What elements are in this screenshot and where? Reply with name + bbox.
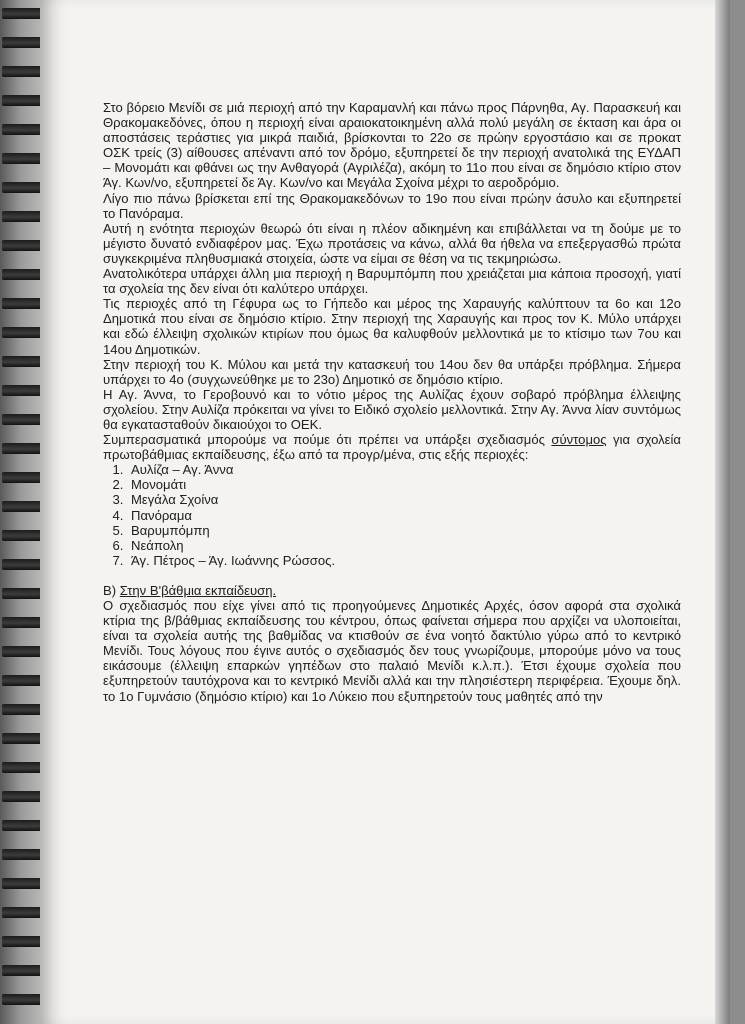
list-item: 1. Αυλίζα – Αγ. Άννα [127, 462, 681, 477]
paragraph-gefyra-charavgi: Τις περιοχές από τη Γέφυρα ως το Γήπεδο και μέρος της Χαραυγής καλύπτουν τα 6ο και 12ο Δημοτικά που είναι σε δημόσιο κτίριο. Στην περιοχή της Χαραυγής και προς τον Κ. Μύλο υπάρχει και εδώ έλλειψη σχολικών κτιρίων που όμως θα καλυφθούν μελλοντικά με το κτίσιμο των 7ου και 14ου Δημοτικών. [103, 296, 681, 357]
paragraph-underserved-area: Αυτή η ενότητα περιοχών θεωρώ ότι είναι η πλέον αδικημένη και επιβάλλεται να τη δούμε με το μέγιστο δυνατό ενδιαφέρον μας. Έχω προτάσεις να κάνω, αλλά θα ήθελα να επεξεργασθώ πρώτα συγκεκριμένα πληθυσμιακά στοιχεία, ώστε να είμαι σε θέση να τις τεκμηριώσω. [103, 220, 681, 266]
section-spacer [103, 568, 681, 583]
paragraph-conclusion [103, 432, 681, 462]
paragraph-north-menidi: Στο βόρειο Μενίδι σε μιά περιοχή από την Καραμανλή και πάνω προς Πάρνηθα, Αγ. Παρασκευή και Θρακομακεδόνες, όπου η περιοχή είναι αραιοκατοικημένη αλλά πολύ μεγάλη σε έκταση και άρα οι αποστάσεις τεράστιες για μικρά παιδιά, βρίσκονται το 22ο σε πρώην εργοστάσιο και σε προκατ ΟΣΚ τρείς (3) αίθουσες απέναντι από τον δρόμο, εξυπηρετεί δε την περιοχή ανατολικά της ΕΥΔΑΠ – Μονομάτι και φθάνει ως την Ανθαγορά (Αγριλέζα), ακόμη το 11ο που είναι σε δημόσιο κτίριο στον Άγ. Κων/νο, εξυπηρετεί δε Άγ. Κων/νο και Μεγάλα Σχοίνα μέχρι το αεροδρόμιο. [103, 100, 681, 191]
conclusion-text-end: για σχολεία πρωτοβάθμιας εκπαίδευσης, έξω από τα προγρ/μένα, στις εξής περιοχές: [103, 432, 681, 463]
paragraph-varympompi: Ανατολικότερα υπάρχει άλλη μια περιοχή η Βαρυμπόμπη που χρειάζεται μια κάποια προσοχή, γιατί τα σχολεία της δεν είναι ότι καλύτερο υπάρχει. [103, 266, 681, 297]
paragraph-agia-anna: Η Αγ. Άννα, το Γεροβουνό και το νότιο μέρος της Αυλίζας έχουν σοβαρό πρόβλημα έλλειψης σχολείου. Στην Αυλίζα πρόκειται να γίνει το Ειδικό σχολείο μελλοντικά. Στην Αγ. Άννα λίαν συντόμως θα εγκατασταθούν δικαιούχοι το ΟΕΚ. [103, 386, 681, 432]
section-b-title: Στην Β'βάθμια εκπαίδευση. [119, 582, 277, 598]
page-edge-shadow [715, 0, 730, 1024]
paragraph-k-mylos: Στην περιοχή του Κ. Μύλου και μετά την κατασκευή του 14ου δεν θα υπάρξει πρόβλημα. Σήμερα υπάρχει το 4ο (συγχωνεύθηκε με το 23ο) Δημοτικό σε δημόσιο κτίριο. [103, 356, 681, 387]
paragraph-secondary-education: Ο σχεδιασμός που είχε γίνει από τις προηγούμενες Δημοτικές Αρχές, όσον αφορά στα σχολικά κτίρια της β/βάθμιας εκπαίδευσης του κέντρου, όπως φαίνεται σήμερα που αρχίζει να υλοποιείται, είναι τα σχολεία αυτής της βαθμίδας να κτισθούν σε ένα νοητό δακτύλιο γύρω από το κεντρικό Μενίδι. Τους λόγους που έγινε αυτός ο σχεδιασμός δεν τους γνωρίζουμε, μπορούμε μόνο να τους εικάσουμε (έλλειψη επαρκών γηπέδων στο παλαιό Μενίδι κ.λ.π.). Έτσι έχουμε σχολεία που εξυπηρετούν ταυτόχρονα και το κεντρικό Μενίδι αλλά και την πλησιέστερη περιφέρεια. Έχουμε δηλ. το 1ο Γυμνάσιο (δημόσιο κτίριο) και 1ο Λύκειο που εξυπηρετούν τους μαθητές από την [103, 598, 681, 704]
list-item: 4. Πανόραμα [127, 508, 681, 523]
paragraph-19th-school: Λίγο πιο πάνω βρίσκεται επί της Θρακομακεδόνων το 19ο που είναι πρώην άσυλο και εξυπηρετεί το Πανόραμα. [103, 190, 681, 221]
list-item: 5. Βαρυμπόμπη [127, 523, 681, 538]
document-body [103, 100, 681, 704]
section-b-heading [103, 583, 681, 598]
list-item: 3. Μεγάλα Σχοίνα [127, 492, 681, 507]
list-item: 7. Άγ. Πέτρος – Άγ. Ιωάννης Ρώσσος. [127, 553, 681, 568]
areas-list [103, 462, 681, 568]
document-page [40, 0, 730, 1024]
list-item: 2. Μονομάτι [127, 477, 681, 492]
list-item: 6. Νεάπολη [127, 538, 681, 553]
conclusion-text-start: Συμπερασματικά μπορούμε να πούμε ότι πρέπει να υπάρξει σχεδιασμός [103, 432, 552, 448]
section-b-prefix: Β) [103, 582, 120, 598]
conclusion-underlined-word: σύντομος [551, 432, 607, 448]
